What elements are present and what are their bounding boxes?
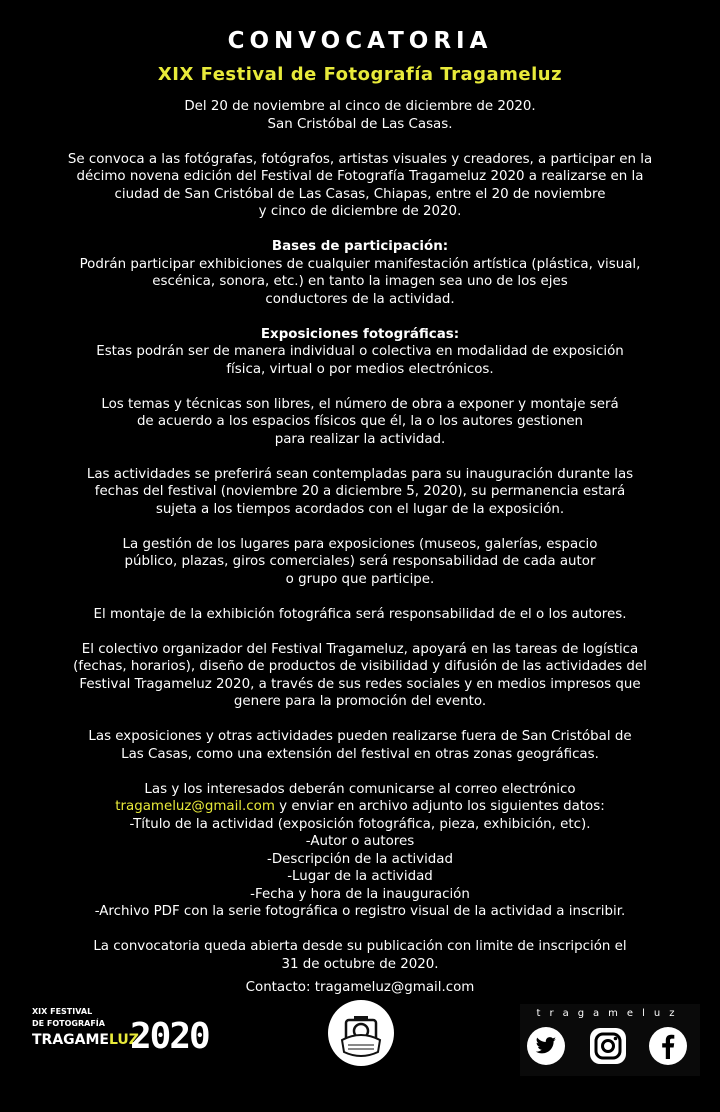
- temas-paragraph: Los temas y técnicas son libres, el número de obra a exponer y montaje será de acuerdo a los espacios físicos que él, la o los autores gestionen para realizar la actividad.: [101, 396, 619, 447]
- facebook-icon[interactable]: [648, 1026, 688, 1066]
- festival-logo: XIX FESTIVAL DE FOTOGRAFÍA TRAGAMELUZ 2020: [32, 1007, 209, 1057]
- requirement-item: -Lugar de la actividad: [287, 869, 433, 884]
- closing-paragraph: La convocatoria queda abierta desde su publicación con limite de inscripción el 31 de octubre de 2020.: [93, 939, 627, 972]
- contact-line[interactable]: Contacto: tragameluz@gmail.com: [245, 980, 475, 995]
- bases-heading: Bases de participación:: [271, 239, 449, 254]
- exposiciones-paragraph: Exposiciones fotográficas: Estas podrán ser de manera individual o colectiva en modalidad de exposición física, virtual o por medios electrónicos.: [30, 326, 690, 379]
- actividades-paragraph: Las actividades se preferirá sean contempladas para su inauguración durante las fechas del festival (noviembre 20 a diciembre 5, 2020), su permanencia estará sujeta a los tiempos acordados con el lugar de la exposición.: [86, 466, 634, 517]
- footer: [0, 980, 720, 1112]
- dates-paragraph: Del 20 de noviembre al cinco de diciembre de 2020. San Cristóbal de Las Casas.: [184, 99, 536, 132]
- requirement-item: -Título de la actividad (exposición fotográfica, pieza, exhibición, etc).: [129, 816, 591, 832]
- gestion-paragraph: La gestión de los lugares para exposiciones (museos, galerías, espacio público, plazas, giros comerciales) será responsabilidad de cada autor o grupo que participe.: [122, 536, 598, 587]
- requirement-item: -Fecha y hora de la inauguración: [250, 886, 470, 902]
- page-title: CONVOCATORIA: [227, 28, 493, 54]
- email-link[interactable]: tragameluz@gmail.com: [115, 799, 275, 814]
- camera-mask-logo: [328, 1000, 394, 1066]
- colectivo-paragraph: El colectivo organizador del Festival Tragameluz, apoyará en las tareas de logística (fechas, horarios), diseño de productos de visibilidad y difusión de las actividades del Festival Tragameluz 2020, a través de sus redes sociales y en medios impresos que genere para la promoción del evento.: [73, 641, 647, 709]
- requirement-item: -Autor o autores: [305, 834, 415, 849]
- montaje-paragraph: El montaje de la exhibición fotográfica será responsabilidad de el o los autores.: [93, 606, 627, 622]
- social-handle: tragameluz: [536, 1008, 684, 1019]
- camera-icon: [328, 1000, 394, 1066]
- intro-paragraph: Se convoca a las fotógrafas, fotógrafos, artistas visuales y creadores, a participar en la décimo novena edición del Festival de Fotografía Tragameluz 2020 a realizarse en la ciudad de San Cristóbal de Las Casas, Chiapas, entre el 20 de noviembre y cinco de diciembre de 2020.: [67, 151, 653, 219]
- instagram-icon[interactable]: [588, 1026, 628, 1066]
- logo-year: 2020: [130, 1016, 209, 1057]
- festival-subtitle: XIX Festival de Fotografía Tragameluz: [157, 64, 563, 85]
- zonas-paragraph: Las exposiciones y otras actividades pueden realizarse fuera de San Cristóbal de Las Casas, como una extensión del festival en otras zonas geográficas.: [88, 729, 632, 762]
- announcement-body: [30, 98, 690, 991]
- twitter-icon[interactable]: [526, 1026, 566, 1066]
- social-block: [520, 1004, 700, 1076]
- requirement-item: -Archivo PDF con la serie fotográfica o registro visual de la actividad a inscribir.: [94, 904, 626, 919]
- requirements-paragraph: Las y los interesados deberán comunicarse al correo electrónico tragameluz@gmail.com y enviar en archivo adjunto los siguientes datos: -Título de la actividad (exposición fotográfica, pieza, exhibición, etc). -Autor o autores -Descripción de la actividad -Lugar de la actividad -Fecha y hora de la inauguración -Archivo PDF con la serie fotográfica o registro visual de la actividad a inscribir.: [30, 781, 690, 921]
- exposiciones-heading: Exposiciones fotográficas:: [260, 326, 460, 342]
- bases-paragraph: Bases de participación: Podrán participar exhibiciones de cualquier manifestación artística (plástica, visual, escénica, sonora, etc.) en tanto la imagen sea uno de los ejes conductores de la actividad.: [30, 238, 690, 308]
- requirement-item: -Descripción de la actividad: [266, 851, 454, 867]
